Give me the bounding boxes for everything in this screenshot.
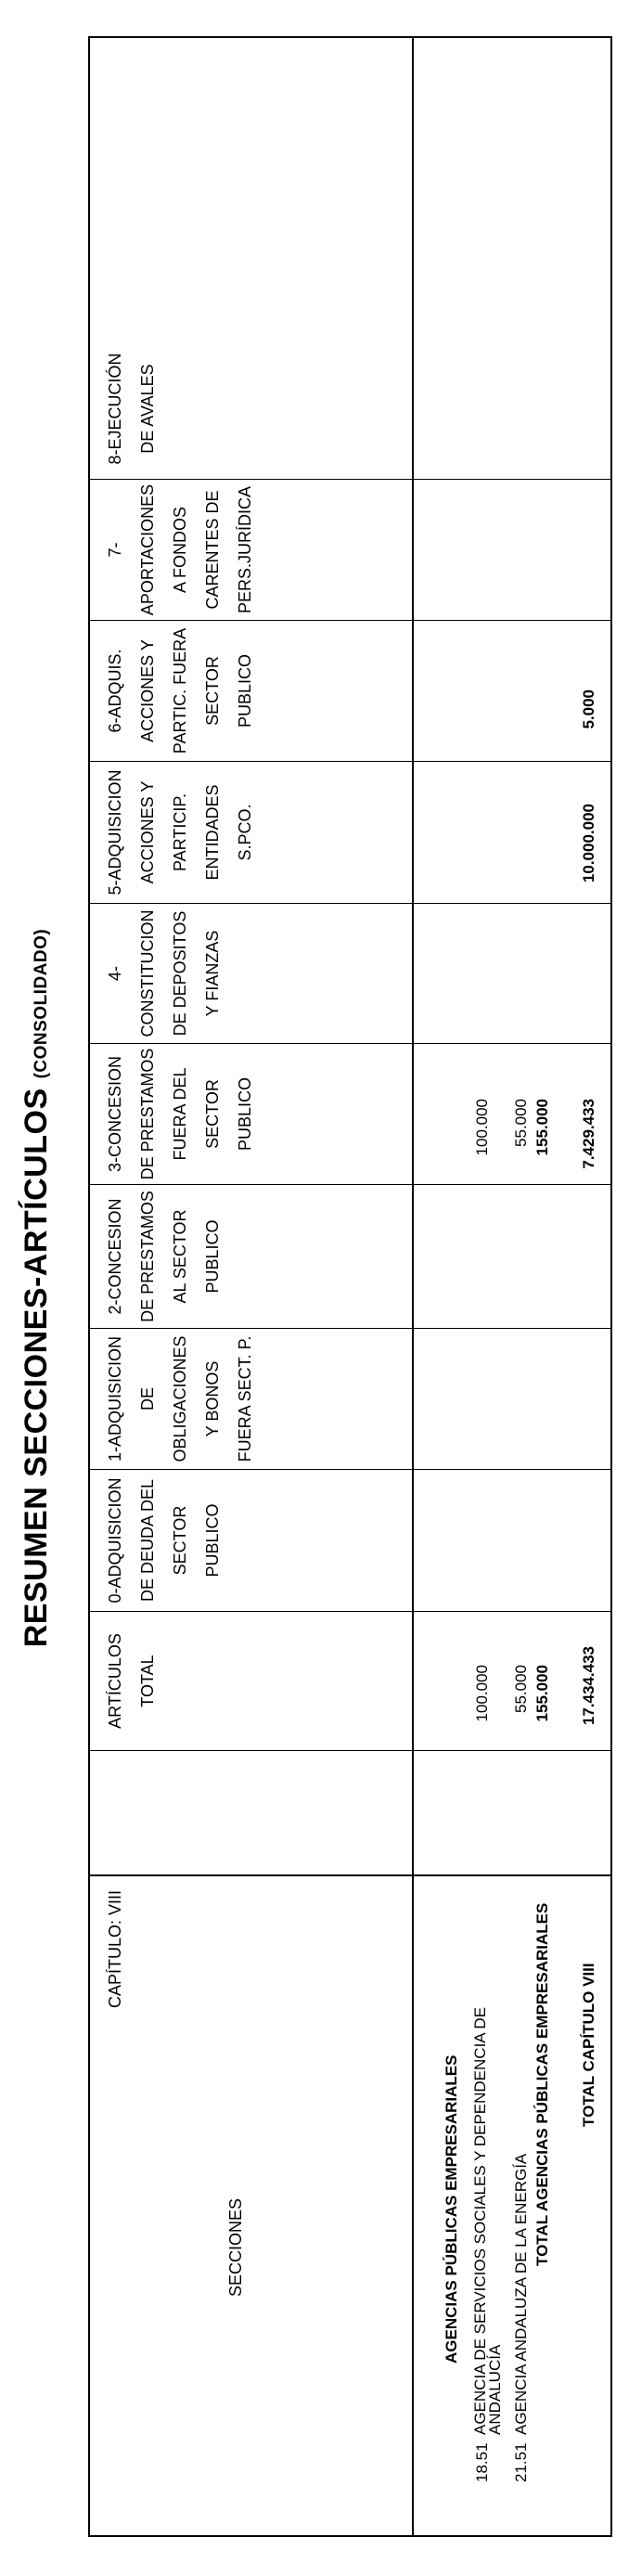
header-capitulo: CAPÍTULO: VIII xyxy=(106,1890,124,2009)
col-sep-0 xyxy=(90,1611,610,1612)
subtotal-label: TOTAL AGENCIAS PÚBLICAS EMPRESARIALES xyxy=(533,1902,551,2266)
row-sep xyxy=(412,38,414,2535)
subtitle-text: (CONSOLIDADO) xyxy=(32,928,51,1079)
grand-total-art6: 5.000 xyxy=(580,689,597,729)
header-art6: 6-ADQUIS. ACCIONES Y PARTIC. FUERA SECTOR PUBLICO xyxy=(106,627,254,754)
row-name-line1: AGENCIA DE SERVICIOS SOCIALES Y DEPENDENCIA DE xyxy=(471,2006,489,2435)
col-sep-5 xyxy=(90,903,610,904)
col-sep-1 xyxy=(90,1469,610,1470)
subtotal-art3: 155.000 xyxy=(533,1099,551,1156)
col-sep-6 xyxy=(90,761,610,762)
header-art1: 1-ADQUISICION DE OBLIGACIONES Y BONOS FUERA SECT. P. xyxy=(106,1335,254,1462)
row-name-line2: ANDALUCÍA xyxy=(486,2344,504,2435)
header-art5: 5-ADQUISICION ACCIONES Y PARTICIP. ENTIDADES S.PCO. xyxy=(106,769,254,895)
col-sep-3 xyxy=(90,1184,610,1185)
grand-total-art3: 7.429.433 xyxy=(580,1099,597,1169)
col-sep-sections xyxy=(90,1874,610,1876)
col-sep-7 xyxy=(90,620,610,621)
title-text: RESUMEN SECCIONES-ARTÍCULOS xyxy=(19,1088,54,1648)
header-art4: 4-CONSTITUCION DE DEPOSITOS Y FIANZAS xyxy=(106,909,222,1037)
col-sep-total xyxy=(90,1750,610,1751)
header-articulos: ARTÍCULOS TOTAL xyxy=(106,1633,157,1729)
group-title: AGENCIAS PÚBLICAS EMPRESARIALES xyxy=(443,2054,460,2363)
col-sep-2 xyxy=(90,1328,610,1329)
row-name: AGENCIA ANDALUZA DE LA ENERGÍA xyxy=(512,2153,530,2435)
row-code: 18.51 xyxy=(473,2442,491,2482)
header-art8: 8-EJECUCIÓN DE AVALES xyxy=(106,353,157,465)
row-total: 100.000 xyxy=(473,1665,491,1722)
subtotal-total: 155.000 xyxy=(533,1665,551,1722)
page-title xyxy=(19,0,55,2576)
col-sep-8 xyxy=(90,479,610,480)
row-art3: 100.000 xyxy=(473,1099,491,1156)
header-secciones: SECCIONES xyxy=(226,2197,245,2298)
row-code: 21.51 xyxy=(512,2442,530,2482)
header-art7: 7- APORTACIONES A FONDOS CARENTES DE PERS.JURÍDICA xyxy=(106,483,254,616)
col-sep-4 xyxy=(90,1043,610,1044)
header-art2: 2-CONCESION DE PRESTAMOS AL SECTOR PUBLICO xyxy=(106,1191,222,1322)
row-name xyxy=(473,2007,503,2435)
header-art3: 3-CONCESION DE PRESTAMOS FUERA DEL SECTOR PUBLICO xyxy=(106,1048,254,1180)
summary-table xyxy=(88,36,612,2537)
grand-total-label: TOTAL CAPÍTULO VIII xyxy=(580,1963,597,2127)
row-art3: 55.000 xyxy=(512,1099,530,1147)
grand-total-total: 17.434.433 xyxy=(580,1646,597,1726)
grand-total-art5: 10.000.000 xyxy=(580,804,597,883)
header-art0: 0-ADQUISICION DE DEUDA DEL SECTOR PUBLICO xyxy=(106,1477,222,1604)
row-total: 55.000 xyxy=(512,1665,530,1713)
